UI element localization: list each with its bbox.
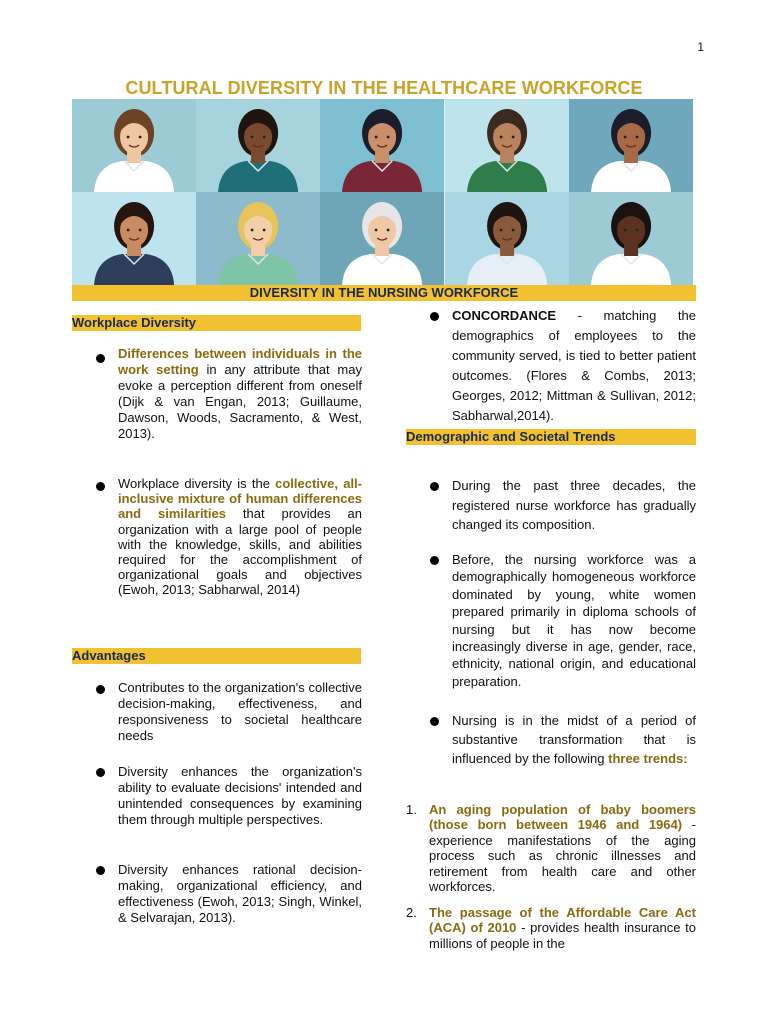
trend-3: Nursing is in the midst of a period of substantive transformation that is influenced by the following three trends: [452, 713, 696, 766]
bullet-icon [96, 482, 105, 491]
portrait-grid [72, 99, 693, 285]
person-illustration-icon [196, 99, 320, 192]
bullet-icon [96, 685, 105, 694]
portrait-cell [569, 192, 693, 285]
portrait-cell [72, 99, 196, 192]
person-illustration-icon [72, 99, 196, 192]
trend-2: Before, the nursing workforce was a demographically homogeneous workforce dominated by young, white women prepared primarily in diploma schools of nursing but it has now become increasingly diverse in age, gender, race, ethnicity, national origin, and educational preparation. [452, 552, 696, 689]
portrait-cell [196, 192, 320, 285]
advantage-2: Diversity enhances the organization's ability to evaluate decisions' intended and unintended consequences by examining them through multiple perspectives. [118, 764, 362, 827]
portrait-cell [445, 192, 569, 285]
heading-text: Advantages [72, 648, 146, 663]
person-illustration-icon [72, 192, 196, 285]
trend-item-2: The passage of the Affordable Care Act (ACA) of 2010 - provides health insurance to millions of people in the [429, 905, 696, 951]
bullet-icon [96, 768, 105, 777]
advantages-heading [72, 648, 361, 664]
advantage-1: Contributes to the organization's collective decision-making, effectiveness, and responsiveness to societal healthcare needs [118, 680, 362, 743]
advantage-3: Diversity enhances rational decision-making, organizational efficiency, and effectiveness (Ewoh, 2013; Singh, Winkel, & Selvarajan, 2013). [118, 862, 362, 925]
person-illustration-icon [196, 192, 320, 285]
concordance-bullet: CONCORDANCE - matching the demographics of employees to the community served, is tied to better patient outcomes. (Flores & Combs, 2013; Georges, 2012; Mittman & Sullivan, 2012; Sabharwal,2014). [452, 308, 696, 423]
section-banner: DIVERSITY IN THE NURSING WORKFORCE [72, 285, 696, 301]
trends-heading [406, 429, 696, 445]
page-title: CULTURAL DIVERSITY IN THE HEALTHCARE WORKFORCE [125, 78, 643, 98]
bullet-icon [430, 556, 439, 565]
bullet-icon [96, 866, 105, 875]
portrait-cell [569, 99, 693, 192]
portrait-cell [445, 99, 569, 192]
workplace-diversity-heading [72, 315, 361, 331]
portrait-cell [196, 99, 320, 192]
person-illustration-icon [569, 99, 693, 192]
bullet-icon [96, 354, 105, 363]
page-number: 1 [697, 40, 704, 54]
bullet-icon [430, 312, 439, 321]
person-illustration-icon [445, 99, 569, 192]
bullet-icon [430, 482, 439, 491]
portrait-cell [320, 99, 444, 192]
trend-1: During the past three decades, the registered nurse workforce has gradually changed its composition. [452, 478, 696, 532]
heading-text: Workplace Diversity [72, 315, 197, 330]
trend-item-1: An aging population of baby boomers (those born between 1946 and 1964) - experience manifestations of the aging process such as chronic illnesses and retirement from health care and other workforces. [429, 802, 696, 895]
list-number: 1. [406, 802, 417, 817]
portrait-cell [72, 192, 196, 285]
person-illustration-icon [320, 192, 444, 285]
bullet-workplace-definition: Workplace diversity is the collective, all-inclusive mixture of human differences and similarities that provides an organization with a large pool of people with the knowledge, skills, and abilities required for the accomplishment of organizational goals and objectives (Ewoh, 2013; Sabharwal, 2014) [118, 476, 362, 598]
person-illustration-icon [445, 192, 569, 285]
heading-text: Demographic and Societal Trends [406, 429, 616, 444]
list-number: 2. [406, 905, 417, 920]
person-illustration-icon [320, 99, 444, 192]
portrait-cell [320, 192, 444, 285]
person-illustration-icon [569, 192, 693, 285]
bullet-icon [430, 717, 439, 726]
bullet-workplace-diff: Differences between individuals in the work setting in any attribute that may evoke a perception different from oneself (Dijk & van Engan, 2013; Guillaume, Dawson, Woods, Sacramento, & West, 2013). [118, 346, 362, 441]
